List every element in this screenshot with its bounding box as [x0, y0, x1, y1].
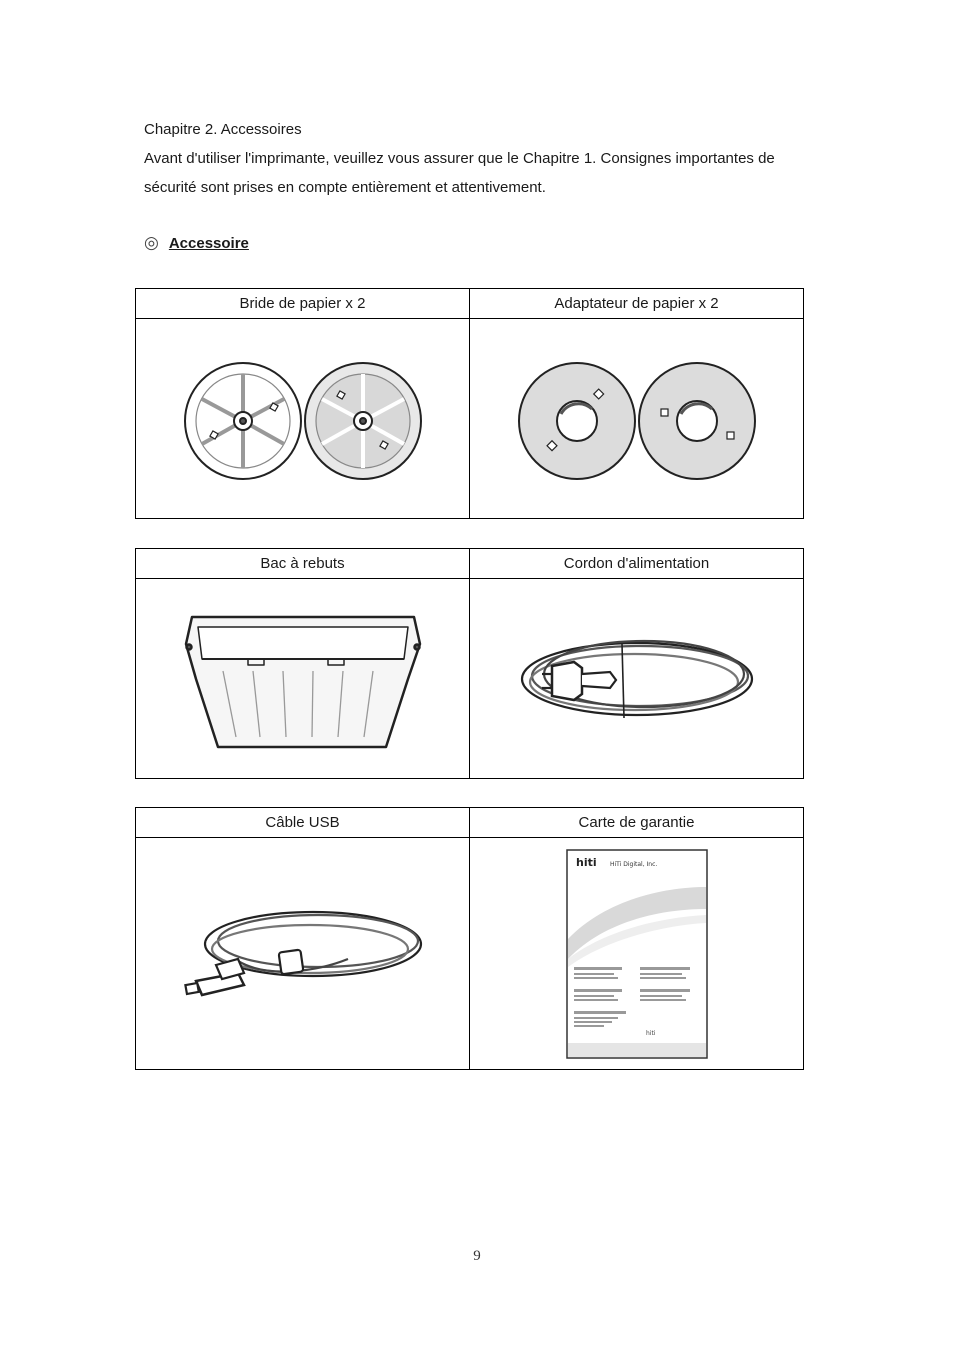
cell-paper-adapter [470, 319, 804, 519]
warranty-brand: hiti [575, 855, 597, 869]
cell-waste-tray [136, 579, 470, 779]
cell-usb-cable [136, 838, 470, 1070]
cell-warranty-card [470, 838, 804, 1070]
warranty-footer-brand: hiti [645, 1029, 655, 1037]
power-cord-illustration [512, 624, 762, 734]
accessory-table-1 [135, 288, 804, 519]
section-title: Accessoire [168, 234, 249, 252]
warranty-card-illustration [566, 849, 708, 1059]
double-circle-icon: ◎ [144, 233, 159, 252]
chapter-title: Chapitre 2. Accessoires [144, 121, 302, 138]
intro-paragraph: Avant d'utiliser l'imprimante, veuillez vous assurer que le Chapitre 1. Consignes importantes de sécurité sont prises en compte entièrement et attentivement. [144, 150, 775, 196]
accessory-table-2 [135, 548, 804, 779]
waste-tray-illustration [178, 609, 428, 749]
label-power-cord: Cordon d'alimentation [470, 549, 804, 579]
cell-power-cord [470, 579, 804, 779]
usb-cable-illustration [178, 899, 428, 1009]
paper-flange-illustration [178, 354, 428, 484]
intro-text [144, 115, 824, 202]
label-paper-adapter: Adaptateur de papier x 2 [470, 289, 804, 319]
label-usb-cable: Câble USB [136, 808, 470, 838]
warranty-company: HiTi Digital, Inc. [609, 860, 657, 868]
label-paper-flange: Bride de papier x 2 [136, 289, 470, 319]
section-heading [144, 233, 249, 253]
cell-paper-flange [136, 319, 470, 519]
page-number: 9 [473, 1248, 481, 1264]
label-waste-tray: Bac à rebuts [136, 549, 470, 579]
paper-adapter-illustration [512, 354, 762, 484]
label-warranty-card: Carte de garantie [470, 808, 804, 838]
accessory-table-3 [135, 807, 804, 1070]
